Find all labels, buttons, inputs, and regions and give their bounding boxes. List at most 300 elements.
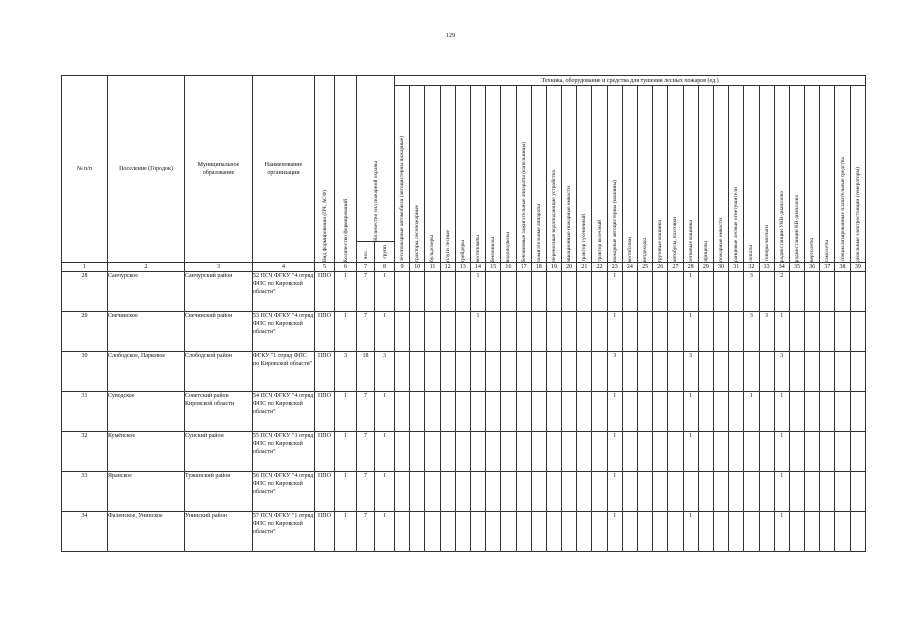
equipment-cell (501, 312, 516, 352)
equipment-cell (592, 472, 607, 512)
formation-count: 1 (335, 472, 357, 512)
equipment-cell (683, 472, 698, 512)
equipment-cell (592, 512, 607, 552)
header-equipment-9 (516, 86, 531, 263)
equipment-cell (470, 392, 485, 432)
equipment-cell (835, 392, 850, 432)
equipment-cell (440, 312, 455, 352)
header-equipment-24 (744, 86, 759, 263)
equipment-cell (622, 392, 637, 432)
header-people-text: чел. (362, 249, 369, 259)
equipment-cell (820, 432, 835, 472)
equipment-cell (395, 352, 410, 392)
column-number: 38 (835, 263, 850, 272)
formation-type: ППО (315, 312, 335, 352)
equipment-cell (805, 472, 820, 512)
row-number: 32 (62, 432, 108, 472)
equipment-cell (653, 352, 668, 392)
equipment-cell (410, 512, 425, 552)
equipment-cell (835, 312, 850, 352)
equipment-cell (425, 272, 440, 312)
equipment-cell (850, 312, 866, 352)
equipment-cell (425, 432, 440, 472)
equipment-cell (531, 472, 546, 512)
column-number: 11 (425, 263, 440, 272)
equipment-cell (622, 472, 637, 512)
table-row (62, 432, 866, 472)
header-organization: Наименование организации (253, 76, 315, 263)
header-equipment-3 (425, 86, 440, 263)
column-number: 3 (185, 263, 253, 272)
equipment-cell (592, 392, 607, 432)
header-personnel-text: Количество сил пожарной охраны (372, 161, 379, 241)
equipment-cell (638, 472, 653, 512)
header-equipment-14 (592, 86, 607, 263)
settlement: Свечинское (108, 312, 185, 352)
equipment-cell (410, 432, 425, 472)
equipment-cell (455, 272, 470, 312)
header-equipment-25 (759, 86, 774, 263)
equipment-cell (395, 312, 410, 352)
header-equipment-29 (820, 86, 835, 263)
equipment-cell: 2 (774, 272, 789, 312)
equipment-cell (440, 512, 455, 552)
equipment-cell (501, 432, 516, 472)
people-count: 7 (357, 312, 375, 352)
header-groups (375, 242, 395, 263)
equipment-cell (455, 512, 470, 552)
equipment-cell: 3 (744, 272, 759, 312)
header-equipment-label: прицепы (702, 241, 709, 262)
header-equipment-label: трактор колесный (596, 220, 603, 262)
header-equipment-label: автобусы, вахтовки (672, 216, 679, 262)
equipment-cell (759, 272, 774, 312)
column-number: 9 (395, 263, 410, 272)
equipment-cell (531, 272, 546, 312)
equipment-cell (486, 512, 501, 552)
formation-count: 1 (335, 272, 357, 312)
equipment-cell (638, 312, 653, 352)
equipment-cell (410, 472, 425, 512)
equipment-cell (562, 272, 577, 312)
column-number: 35 (789, 263, 804, 272)
equipment-cell (577, 512, 592, 552)
header-equipment-label: легковые машины (687, 219, 694, 262)
equipment-cell (577, 392, 592, 432)
column-number: 22 (592, 263, 607, 272)
table-row (62, 512, 866, 552)
equipment-cell (850, 512, 866, 552)
column-number: 12 (440, 263, 455, 272)
equipment-cell (698, 432, 713, 472)
column-number: 8 (375, 263, 395, 272)
equipment-cell (713, 272, 728, 312)
column-number: 13 (455, 263, 470, 272)
equipment-cell: 1 (470, 312, 485, 352)
equipment-cell (820, 312, 835, 352)
equipment-cell (668, 512, 683, 552)
equipment-cell (698, 352, 713, 392)
equipment-cell (759, 472, 774, 512)
header-groups-text: групп (381, 245, 388, 259)
equipment-cell: 3 (607, 352, 622, 392)
row-number: 33 (62, 472, 108, 512)
equipment-cell (486, 272, 501, 312)
equipment-cell (638, 352, 653, 392)
equipment-cell (835, 512, 850, 552)
equipment-cell (486, 472, 501, 512)
header-count (335, 76, 357, 263)
people-count: 7 (357, 512, 375, 552)
equipment-cell (516, 432, 531, 472)
column-number: 1 (62, 263, 108, 272)
header-equipment-19 (668, 86, 683, 263)
equipment-cell (653, 312, 668, 352)
table-row (62, 352, 866, 392)
header-equipment-12 (562, 86, 577, 263)
equipment-cell (470, 472, 485, 512)
municipality: Тужинский район (185, 472, 253, 512)
equipment-cell (592, 312, 607, 352)
equipment-cell (820, 272, 835, 312)
equipment-cell: 1 (607, 432, 622, 472)
municipality: Советский район Кировской области (185, 392, 253, 432)
equipment-cell (835, 272, 850, 312)
column-number: 16 (501, 263, 516, 272)
equipment-cell (789, 272, 804, 312)
header-equipment-label: вертолеты (809, 238, 816, 262)
equipment-cell (531, 352, 546, 392)
column-number: 18 (531, 263, 546, 272)
equipment-cell (622, 272, 637, 312)
equipment-cell (668, 272, 683, 312)
equipment-cell (744, 472, 759, 512)
header-equipment-label: зажигательные аппараты (535, 203, 542, 262)
equipment-cell: 3 (683, 352, 698, 392)
row-number: 34 (62, 512, 108, 552)
equipment-cell: 1 (607, 512, 622, 552)
column-number: 14 (470, 263, 485, 272)
equipment-cell: 1 (470, 272, 485, 312)
equipment-cell (668, 392, 683, 432)
column-number: 5 (315, 263, 335, 272)
equipment-cell (577, 352, 592, 392)
equipment-cell (622, 512, 637, 552)
column-number: 24 (622, 263, 637, 272)
equipment-cell (729, 472, 744, 512)
formation-count: 3 (335, 352, 357, 392)
column-number: 23 (607, 263, 622, 272)
equipment-cell (759, 352, 774, 392)
header-equipment-label: самолеты (824, 239, 831, 262)
equipment-cell (789, 352, 804, 392)
equipment-cell (395, 512, 410, 552)
formation-count: 1 (335, 312, 357, 352)
equipment-cell (668, 352, 683, 392)
equipment-cell (698, 312, 713, 352)
header-equipment-label: специализированные плавательные средства (839, 157, 846, 262)
equipment-cell (789, 312, 804, 352)
equipment-cell (546, 312, 561, 352)
municipality: Унинский район (185, 512, 253, 552)
equipment-cell: 3 (774, 352, 789, 392)
equipment-cell (546, 392, 561, 432)
equipment-cell (850, 432, 866, 472)
municipality: Сунский район (185, 432, 253, 472)
equipment-cell (759, 392, 774, 432)
equipment-cell (516, 352, 531, 392)
header-equipment-11 (546, 86, 561, 263)
equipment-cell (455, 432, 470, 472)
equipment-cell (410, 312, 425, 352)
equipment-cell (820, 472, 835, 512)
equipment-cell (577, 432, 592, 472)
equipment-cell (501, 272, 516, 312)
equipment-cell (668, 312, 683, 352)
equipment-cell (470, 512, 485, 552)
header-equipment-15 (607, 86, 622, 263)
group-count: 1 (375, 392, 395, 432)
equipment-cell (546, 272, 561, 312)
header-equipment-label: пожарные автоцистерны (машины) (611, 179, 618, 262)
equipment-cell (713, 312, 728, 352)
equipment-cell (395, 272, 410, 312)
column-number: 2 (108, 263, 185, 272)
equipment-cell: 1 (744, 392, 759, 432)
row-number: 29 (62, 312, 108, 352)
equipment-cell (516, 312, 531, 352)
header-equipment-16 (622, 86, 637, 263)
column-number: 27 (668, 263, 683, 272)
header-equipment-4 (440, 86, 455, 263)
column-number: 29 (698, 263, 713, 272)
equipment-cell (486, 312, 501, 352)
equipment-cell (562, 432, 577, 472)
settlement: Кумёнское (108, 432, 185, 472)
equipment-cell (516, 512, 531, 552)
column-number: 4 (253, 263, 315, 272)
table-row (62, 312, 866, 352)
row-number: 28 (62, 272, 108, 312)
equipment-cell (850, 472, 866, 512)
header-equipment-6 (470, 86, 485, 263)
column-number: 17 (516, 263, 531, 272)
group-count: 1 (375, 512, 395, 552)
group-count: 1 (375, 272, 395, 312)
header-equipment-label: лесопожарные автомобили (автоцистерны пожарные) (399, 136, 406, 262)
column-number: 25 (638, 263, 653, 272)
equipment-cell (562, 352, 577, 392)
header-equipment-label: переносные водоподающие устройства (550, 170, 557, 262)
formation-type: ППО (315, 472, 335, 512)
equipment-cell (653, 392, 668, 432)
header-equipment-21 (698, 86, 713, 263)
row-number: 31 (62, 392, 108, 432)
equipment-cell (425, 392, 440, 432)
organization: 54 ПСЧ ФГКУ "4 отряд ФПС по Кировской области" (253, 392, 315, 432)
header-equipment-23 (729, 86, 744, 263)
page-number: 129 (446, 33, 455, 39)
equipment-cell (470, 352, 485, 392)
equipment-cell (577, 312, 592, 352)
equipment-cell (562, 392, 577, 432)
equipment-cell: 1 (607, 272, 622, 312)
settlement: Суводское (108, 392, 185, 432)
equipment-cell (622, 312, 637, 352)
equipment-cell (531, 312, 546, 352)
equipment-cell (805, 312, 820, 352)
column-number: 26 (653, 263, 668, 272)
equipment-cell (713, 472, 728, 512)
equipment-cell (455, 352, 470, 392)
equipment-cell (425, 352, 440, 392)
column-number: 37 (820, 263, 835, 272)
column-number: 6 (335, 263, 357, 272)
header-equipment-label: пожарные емкости (718, 218, 725, 262)
equipment-cell (729, 272, 744, 312)
row-number: 30 (62, 352, 108, 392)
equipment-cell (395, 392, 410, 432)
header-equipment-30 (835, 86, 850, 263)
header-equipment-28 (805, 86, 820, 263)
header-equipment-26 (774, 86, 789, 263)
equipment-cell (425, 312, 440, 352)
header-num: № п/п (62, 76, 108, 263)
organization: 56 ПСЧ ФГКУ "4 отряд ФПС по Кировской области" (253, 472, 315, 512)
equipment-cell: 3 (744, 312, 759, 352)
equipment-cell: 1 (683, 392, 698, 432)
header-equipment-7 (486, 86, 501, 263)
equipment-cell (698, 272, 713, 312)
header-equipment-label: радиостанции КВ-диапазона (793, 194, 800, 262)
formation-count: 1 (335, 512, 357, 552)
header-equipment-label: мотопомпы (475, 235, 482, 262)
equipment-cell (805, 352, 820, 392)
formation-count: 1 (335, 392, 357, 432)
equipment-cell: 1 (607, 392, 622, 432)
column-number: 34 (774, 263, 789, 272)
equipment-cell (501, 392, 516, 432)
column-number: 10 (410, 263, 425, 272)
header-equipment-label: грейдеры (459, 239, 466, 262)
table-row (62, 272, 866, 312)
equipment-cell (729, 352, 744, 392)
fire-equipment-table (61, 75, 866, 552)
header-equipment-label: авиационные пожарные емкости (566, 185, 573, 262)
formation-type: ППО (315, 432, 335, 472)
equipment-cell (744, 512, 759, 552)
equipment-cell (562, 312, 577, 352)
table-row (62, 392, 866, 432)
equipment-cell (486, 352, 501, 392)
header-equipment-label: мотоблоки (626, 236, 633, 262)
formation-type: ППО (315, 272, 335, 312)
equipment-cell (850, 352, 866, 392)
header-equipment-13 (577, 86, 592, 263)
equipment-cell (729, 312, 744, 352)
equipment-cell (698, 472, 713, 512)
equipment-cell (562, 512, 577, 552)
header-equipment-label: трактор гусеничный (581, 214, 588, 262)
header-equipment-22 (713, 86, 728, 263)
equipment-cell (729, 392, 744, 432)
column-number: 19 (546, 263, 561, 272)
equipment-cell (501, 512, 516, 552)
equipment-cell (850, 272, 866, 312)
people-count: 7 (357, 472, 375, 512)
equipment-cell (744, 432, 759, 472)
header-equipment-10 (531, 86, 546, 263)
equipment-cell (805, 272, 820, 312)
equipment-cell (395, 472, 410, 512)
equipment-cell (501, 352, 516, 392)
equipment-cell (820, 352, 835, 392)
equipment-cell (516, 392, 531, 432)
equipment-cell (531, 392, 546, 432)
equipment-cell: 1 (683, 272, 698, 312)
equipment-cell (805, 432, 820, 472)
column-number: 15 (486, 263, 501, 272)
header-equipment-label: бензопилы (490, 236, 497, 262)
equipment-cell (516, 272, 531, 312)
formation-type: ППО (315, 352, 335, 392)
header-type-text: Вид формирования (ПЧ, АСФ) (321, 189, 328, 262)
people-count: 18 (357, 352, 375, 392)
equipment-cell (789, 432, 804, 472)
column-number: 21 (577, 263, 592, 272)
equipment-cell (713, 432, 728, 472)
equipment-cell: 1 (774, 512, 789, 552)
column-number: 7 (357, 263, 375, 272)
equipment-cell (653, 512, 668, 552)
equipment-cell (577, 472, 592, 512)
equipment-cell (638, 272, 653, 312)
equipment-cell (531, 512, 546, 552)
equipment-cell (789, 472, 804, 512)
equipment-cell (455, 392, 470, 432)
equipment-cell (440, 392, 455, 432)
group-count: 1 (375, 312, 395, 352)
equipment-cell (425, 512, 440, 552)
equipment-cell (622, 432, 637, 472)
group-count: 1 (375, 432, 395, 472)
equipment-cell (668, 432, 683, 472)
equipment-cell (562, 472, 577, 512)
header-people (357, 242, 375, 263)
column-number: 20 (562, 263, 577, 272)
header-settlement: Поселение (Городок) (108, 76, 185, 263)
equipment-cell: 1 (683, 432, 698, 472)
settlement: Слободское, Парковое (108, 352, 185, 392)
formation-count: 1 (335, 432, 357, 472)
column-number: 31 (729, 263, 744, 272)
equipment-cell: 1 (774, 392, 789, 432)
organization: 55 ПСЧ ФГКУ "3 отряд ФПС по Кировской области" (253, 432, 315, 472)
municipality: Слободской район (185, 352, 253, 392)
equipment-cell: 1 (607, 472, 622, 512)
equipment-cell (805, 392, 820, 432)
equipment-cell (729, 432, 744, 472)
header-equipment-label: тракторы лесопожарные (414, 204, 421, 262)
equipment-cell (486, 392, 501, 432)
equipment-cell (713, 352, 728, 392)
equipment-cell (592, 272, 607, 312)
header-type (315, 76, 335, 263)
settlement: Фаленское, Унинское (108, 512, 185, 552)
column-number: 39 (850, 263, 866, 272)
header-equipment-label: бензиновые зажигательные аппараты (капельницы) (520, 141, 527, 262)
equipment-cell (440, 352, 455, 392)
